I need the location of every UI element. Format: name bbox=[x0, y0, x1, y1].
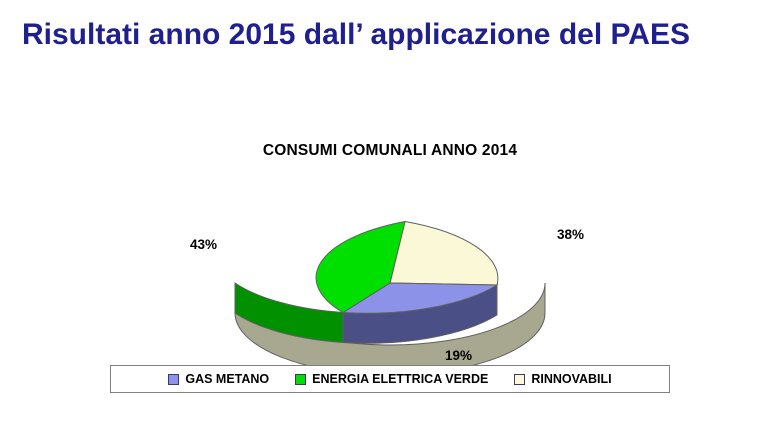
pie-svg bbox=[225, 195, 555, 370]
legend-swatch-icon bbox=[514, 374, 525, 385]
chart-legend bbox=[110, 365, 670, 393]
pie-label-rinnovabili: 38% bbox=[557, 227, 585, 242]
legend-swatch-icon bbox=[295, 374, 306, 385]
pie-graphic bbox=[225, 195, 555, 355]
pie-label-energia-elettrica-verde: 43% bbox=[190, 237, 218, 252]
page-title: Risultati anno 2015 dall’ applicazione del PAES bbox=[22, 18, 690, 51]
legend-item-energia-elettrica-verde bbox=[295, 372, 488, 386]
legend-item-gas-metano bbox=[168, 372, 269, 386]
legend-label: RINNOVABILI bbox=[531, 372, 612, 386]
pie-chart bbox=[60, 120, 720, 410]
legend-swatch-icon bbox=[168, 374, 179, 385]
pie-label-gas-metano: 19% bbox=[445, 348, 473, 363]
chart-title: CONSUMI COMUNALI ANNO 2014 bbox=[262, 142, 518, 159]
legend-item-rinnovabili bbox=[514, 372, 611, 386]
legend-label: ENERGIA ELETTRICA VERDE bbox=[312, 372, 489, 386]
legend-label: GAS METANO bbox=[185, 372, 270, 386]
